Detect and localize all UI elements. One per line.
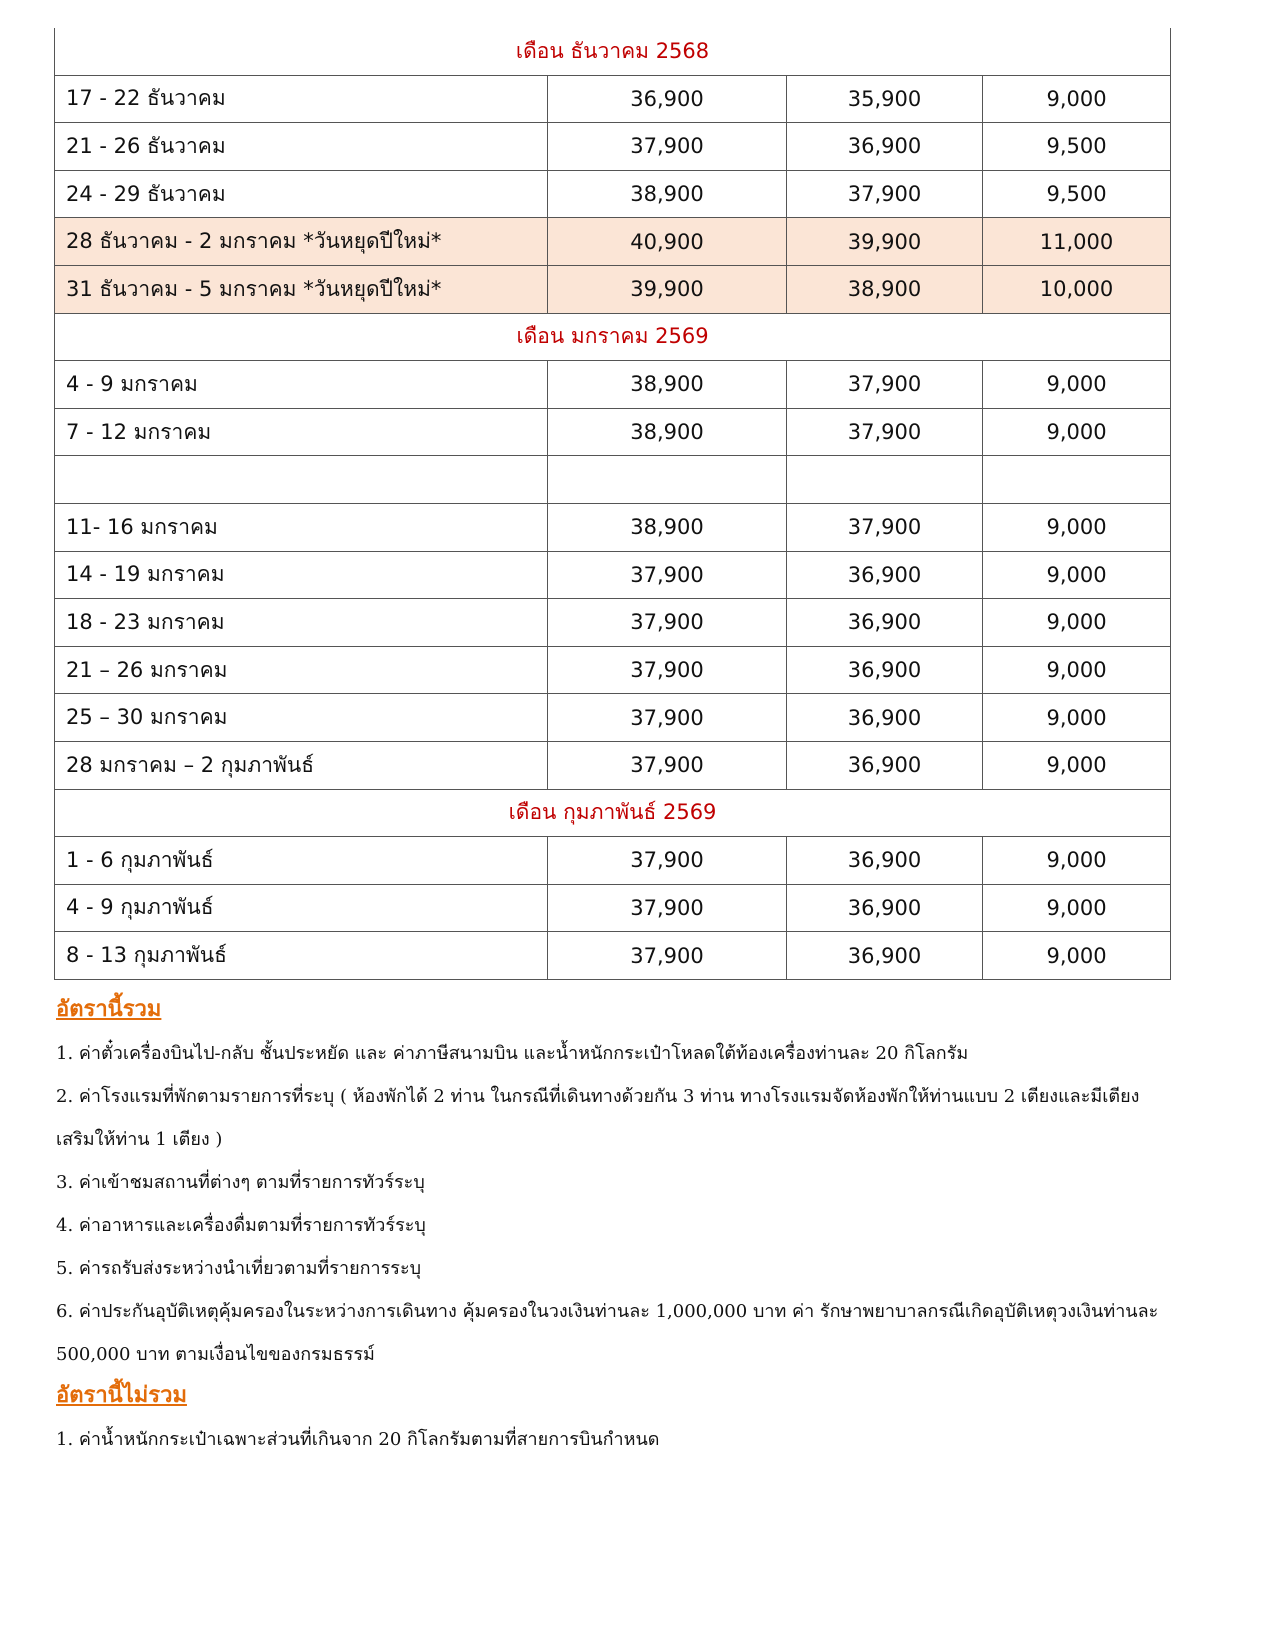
price-1: 37,900 xyxy=(548,123,787,171)
date-range: 7 - 12 มกราคม xyxy=(55,408,548,456)
price-2: 36,900 xyxy=(787,837,983,885)
price-3: 11,000 xyxy=(983,218,1171,266)
price-3: 9,500 xyxy=(983,170,1171,218)
price-2: 36,900 xyxy=(787,694,983,742)
price-3: 9,000 xyxy=(983,408,1171,456)
month-header: เดือน กุมภาพันธ์ 2569 xyxy=(55,789,1171,837)
price-1: 37,900 xyxy=(548,884,787,932)
included-item: 5. ค่ารถรับส่งระหว่างนำเที่ยวตามที่รายการระบุ xyxy=(56,1258,422,1279)
price-3: 9,000 xyxy=(983,837,1171,885)
price-3: 9,000 xyxy=(983,884,1171,932)
month-header-row xyxy=(55,313,1171,361)
date-range: 1 - 6 กุมภาพันธ์ xyxy=(55,837,548,885)
table-row xyxy=(55,741,1171,789)
date-range: 21 – 26 มกราคม xyxy=(55,646,548,694)
month-header: เดือน ธันวาคม 2568 xyxy=(55,28,1171,75)
price-3 xyxy=(983,456,1171,504)
price-1: 38,900 xyxy=(548,361,787,409)
date-range: 21 - 26 ธันวาคม xyxy=(55,123,548,171)
date-range: 4 - 9 กุมภาพันธ์ xyxy=(55,884,548,932)
price-3: 9,000 xyxy=(983,361,1171,409)
table-row xyxy=(55,265,1171,313)
price-2: 36,900 xyxy=(787,123,983,171)
date-range: 18 - 23 มกราคม xyxy=(55,599,548,647)
date-range: 24 - 29 ธันวาคม xyxy=(55,170,548,218)
price-3: 9,000 xyxy=(983,75,1171,123)
price-3: 9,500 xyxy=(983,123,1171,171)
price-2: 38,900 xyxy=(787,265,983,313)
date-range: 28 ธันวาคม - 2 มกราคม *วันหยุดปีใหม่* xyxy=(55,218,548,266)
price-3: 9,000 xyxy=(983,741,1171,789)
price-2: 37,900 xyxy=(787,503,983,551)
month-header-row xyxy=(55,28,1171,75)
table-row xyxy=(55,361,1171,409)
price-3: 9,000 xyxy=(983,694,1171,742)
price-1: 40,900 xyxy=(548,218,787,266)
included-heading: อัตรานี้รวม xyxy=(56,996,162,1022)
date-range: 17 - 22 ธันวาคม xyxy=(55,75,548,123)
price-2: 35,900 xyxy=(787,75,983,123)
date-range: 4 - 9 มกราคม xyxy=(55,361,548,409)
table-row xyxy=(55,884,1171,932)
date-range: 11- 16 มกราคม xyxy=(55,503,548,551)
price-1: 39,900 xyxy=(548,265,787,313)
included-item: 1. ค่าตั๋วเครื่องบินไป-กลับ ชั้นประหยัด และ ค่าภาษีสนามบิน และน้ำหนักกระเป๋าโหลดใต้ท้องเครื่องท่านละ 20 กิโลกรัม xyxy=(56,1043,969,1064)
included-item: 6. ค่าประกันอุบัติเหตุคุ้มครองในระหว่างการเดินทาง คุ้มครองในวงเงินท่านละ 1,000,000 บาท ค่า รักษาพยาบาลกรณีเกิดอุบัติเหตุวงเงินท่านละ 500,000 บาท ตามเงื่อนไขของกรมธรรม์ xyxy=(56,1301,1159,1365)
price-1 xyxy=(548,456,787,504)
price-2: 36,900 xyxy=(787,932,983,980)
table-row xyxy=(55,646,1171,694)
table-row xyxy=(55,75,1171,123)
included-item: 3. ค่าเข้าชมสถานที่ต่างๆ ตามที่รายการทัวร์ระบุ xyxy=(56,1172,425,1193)
price-2: 36,900 xyxy=(787,884,983,932)
price-table xyxy=(54,28,1171,980)
price-2: 37,900 xyxy=(787,170,983,218)
table-row xyxy=(55,932,1171,980)
price-1: 38,900 xyxy=(548,408,787,456)
date-range: 25 – 30 มกราคม xyxy=(55,694,548,742)
excluded-heading: อัตรานี้ไม่รวม xyxy=(56,1382,187,1408)
price-2: 36,900 xyxy=(787,551,983,599)
table-row xyxy=(55,503,1171,551)
included-item: 4. ค่าอาหารและเครื่องดื่มตามที่รายการทัวร์ระบุ xyxy=(56,1215,426,1236)
table-row xyxy=(55,218,1171,266)
date-range: 14 - 19 มกราคม xyxy=(55,551,548,599)
table-row xyxy=(55,408,1171,456)
price-2 xyxy=(787,456,983,504)
table-row xyxy=(55,694,1171,742)
table-row xyxy=(55,599,1171,647)
table-row xyxy=(55,837,1171,885)
price-1: 37,900 xyxy=(548,646,787,694)
price-1: 37,900 xyxy=(548,694,787,742)
table-row xyxy=(55,170,1171,218)
price-1: 37,900 xyxy=(548,741,787,789)
excluded-item: 1. ค่าน้ำหนักกระเป๋าเฉพาะส่วนที่เกินจาก 20 กิโลกรัมตามที่สายการบินกำหนด xyxy=(56,1429,660,1450)
price-1: 36,900 xyxy=(548,75,787,123)
price-2: 37,900 xyxy=(787,361,983,409)
price-1: 38,900 xyxy=(548,503,787,551)
table-row xyxy=(55,123,1171,171)
price-3: 9,000 xyxy=(983,599,1171,647)
price-2: 36,900 xyxy=(787,599,983,647)
table-row xyxy=(55,456,1171,504)
included-item: 2. ค่าโรงแรมที่พักตามรายการที่ระบุ ( ห้องพักได้ 2 ท่าน ในกรณีที่เดินทางด้วยกัน 3 ท่าน ทางโรงแรมจัดห้องพักให้ท่านแบบ 2 เตียงและมีเตียงเสริมให้ท่าน 1 เตียง ) xyxy=(56,1086,1140,1150)
month-header: เดือน มกราคม 2569 xyxy=(55,313,1171,361)
notes xyxy=(56,990,1166,1461)
price-2: 37,900 xyxy=(787,408,983,456)
price-3: 9,000 xyxy=(983,503,1171,551)
date-range xyxy=(55,456,548,504)
price-1: 37,900 xyxy=(548,837,787,885)
price-3: 10,000 xyxy=(983,265,1171,313)
price-3: 9,000 xyxy=(983,932,1171,980)
price-1: 37,900 xyxy=(548,551,787,599)
date-range: 31 ธันวาคม - 5 มกราคม *วันหยุดปีใหม่* xyxy=(55,265,548,313)
price-1: 37,900 xyxy=(548,599,787,647)
date-range: 28 มกราคม – 2 กุมภาพันธ์ xyxy=(55,741,548,789)
price-2: 36,900 xyxy=(787,741,983,789)
date-range: 8 - 13 กุมภาพันธ์ xyxy=(55,932,548,980)
month-header-row xyxy=(55,789,1171,837)
price-1: 38,900 xyxy=(548,170,787,218)
price-2: 36,900 xyxy=(787,646,983,694)
table-row xyxy=(55,551,1171,599)
price-3: 9,000 xyxy=(983,646,1171,694)
price-1: 37,900 xyxy=(548,932,787,980)
price-2: 39,900 xyxy=(787,218,983,266)
price-3: 9,000 xyxy=(983,551,1171,599)
